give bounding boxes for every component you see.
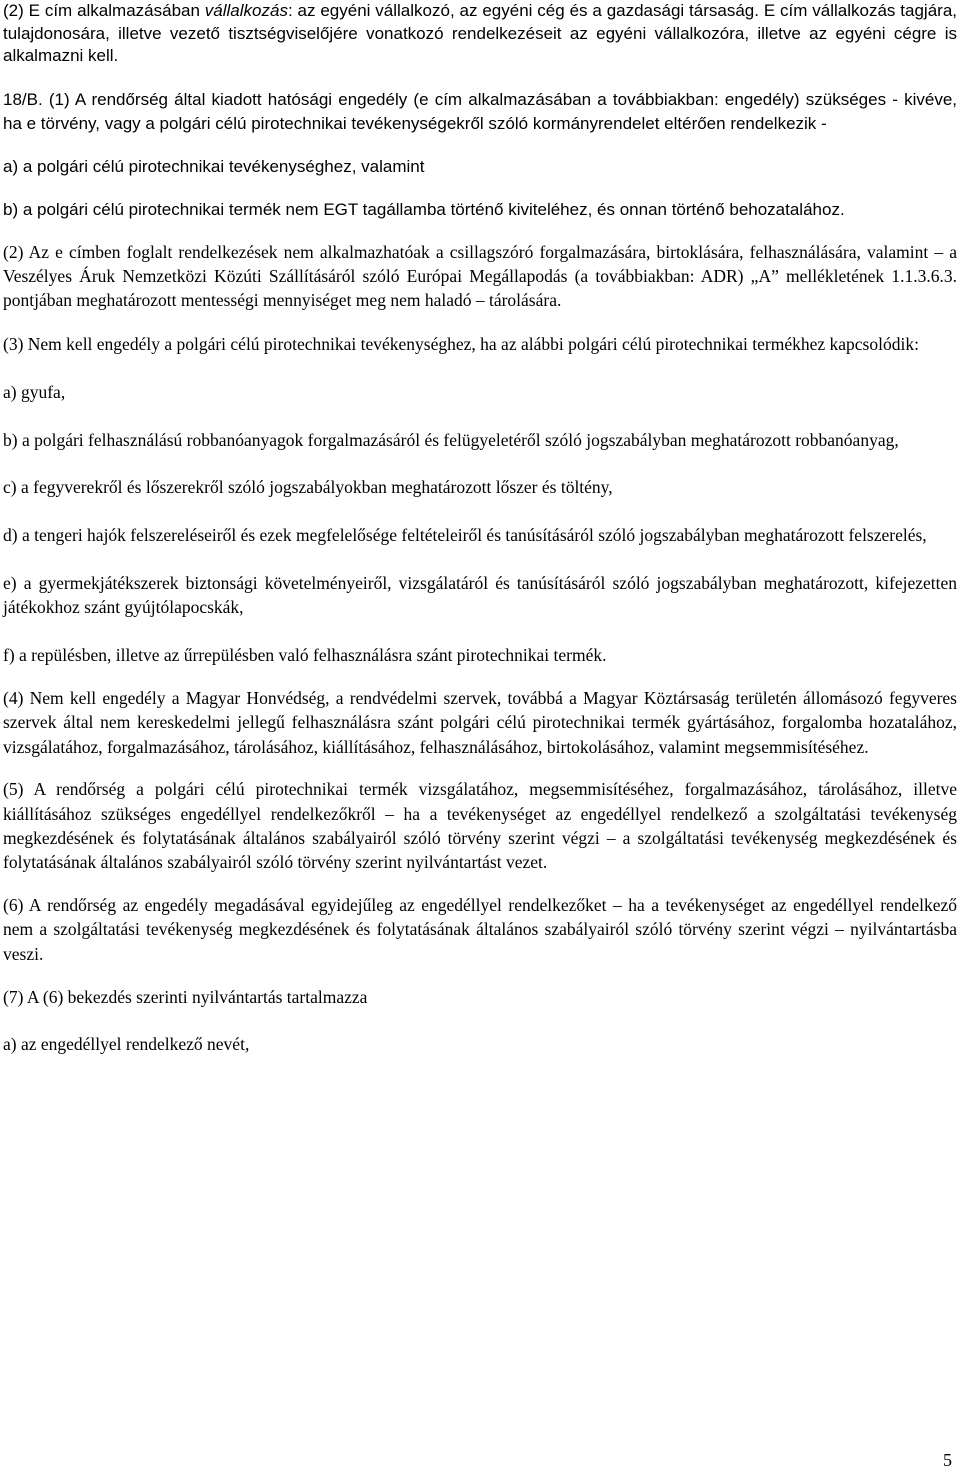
paragraph-4: (4) Nem kell engedély a Magyar Honvédség, a rendvédelmi szervek, továbbá a Magyar Köztársaság területén állomásozó fegyveres szervek által nem kereskedelmi jellegű felhasználásra szánt polgári célú pirotechnikai termék gyártásához, forgalomba hozatalához, vizsgálatához, forgalmazásához, tárolásához, kiállításához, felhasználásához, birtokolásához, valamint megsemmisítéséhez. (3, 687, 957, 757)
section-18b-point-a: a) a polgári célú pirotechnikai tevékenységhez, valamint (3, 156, 425, 176)
paragraph-3: (3) Nem kell engedély a polgári célú pirotechnikai tevékenységhez, ha az alábbi polgári célú pirotechnikai termékhez kapcsolódik: (3, 333, 919, 354)
paragraph-6: (6) A rendőrség az engedély megadásával egyidejűleg az engedéllyel rendelkezőket – ha a tevékenységet az engedéllyel rendelkező nem a szolgáltatási tevékenység megkezdésének és folytatásának általános szabályairól szóló törvény szerint végzi – nyilvántartásba veszi. (3, 894, 957, 964)
paragraph-3-point-d: d) a tengeri hajók felszereléseiről és ezek megfelelősége feltételeiről és tanúsításáról szóló jogszabályban meghatározott felszerelés, (3, 525, 927, 546)
paragraph-3-point-e: e) a gyermekjátékszerek biztonsági követelményeiről, vizsgálatáról és tanúsításáról szóló jogszabályban meghatározott, kifejezetten játékokhoz szánt gyújtólapocskák, (3, 572, 957, 618)
intro-block (3, 0, 957, 68)
section-number: 18/B. (3, 89, 49, 109)
paragraph-3-point-b: b) a polgári felhasználású robbanóanyagok forgalmazásáról és felügyeletéről szóló jogszabályban meghatározott robbanóanyag, (3, 429, 899, 450)
document-page (3, 0, 957, 1057)
paragraph-2: (2) Az e címben foglalt rendelkezések nem alkalmazhatóak a csillagszóró forgalmazására, birtoklására, felhasználására, valamint – a Veszélyes Áruk Nemzetközi Közúti Szállításáról szóló Európai Megállapodás (a továbbiakban: ADR) „A” mellékletének 1.1.3.6.3. pontjában meghatározott mentességi mennyiséget meg nem haladó – tárolására. (3, 241, 957, 311)
paragraph-5: (5) A rendőrség a polgári célú pirotechnikai termék vizsgálatához, megsemmisítéséhez, forgalmazásához, tárolásához, illetve kiállításához szükséges engedéllyel rendelkezőkről – ha a tevékenységet az engedéllyel rendelkező a szolgáltatási tevékenység megkezdésének és folytatásának általános szabályairól szóló törvény szerint végzi – a szolgáltatási tevékenység megkezdésének és folytatásának általános szabályairól szóló törvény szerint nyilvántartást vezet. (3, 779, 957, 873)
section-18b-paragraph-1 (3, 88, 957, 136)
paragraph-prefix: (2) E cím alkalmazásában (3, 1, 205, 20)
paragraph-7: (7) A (6) bekezdés szerinti nyilvántartás tartalmazza (3, 987, 368, 1008)
paragraph-7-point-a: a) az engedéllyel rendelkező nevét, (3, 1034, 250, 1055)
paragraph-3-point-f: f) a repülésben, illetve az űrrepülésben való felhasználásra szánt pirotechnikai termék. (3, 644, 607, 665)
page-number: 5 (943, 1450, 952, 1470)
paragraph-2-definition (3, 0, 957, 68)
paragraph-3-point-a: a) gyufa, (3, 382, 66, 403)
section-text: (1) A rendőrség által kiadott hatósági engedély (e cím alkalmazásában a továbbiakban: engedély) szükséges - kivéve, ha e törvény, vagy a polgári célú pirotechnikai tevékenységekről szóló kormányrendelet eltérően rendelkezik - (3, 89, 957, 133)
paragraph-3-point-c: c) a fegyverekről és lőszerekről szóló jogszabályokban meghatározott lőszer és töltény, (3, 476, 613, 497)
section-18b-point-b: b) a polgári célú pirotechnikai termék nem EGT tagállamba történő kiviteléhez, és onnan történő behozatalához. (3, 199, 845, 219)
defined-term: vállalkozás (204, 1, 288, 20)
paragraph-rest: : az egyéni vállalkozó, az egyéni cég és a gazdasági társaság. E cím vállalkozás tagjára, tulajdonosára, illetve vezető tisztségviselőjére vonatkozó rendelkezéseit az egyéni vállalkozóra, illetve az egyéni cégre is alkalmazni kell. (3, 1, 957, 65)
